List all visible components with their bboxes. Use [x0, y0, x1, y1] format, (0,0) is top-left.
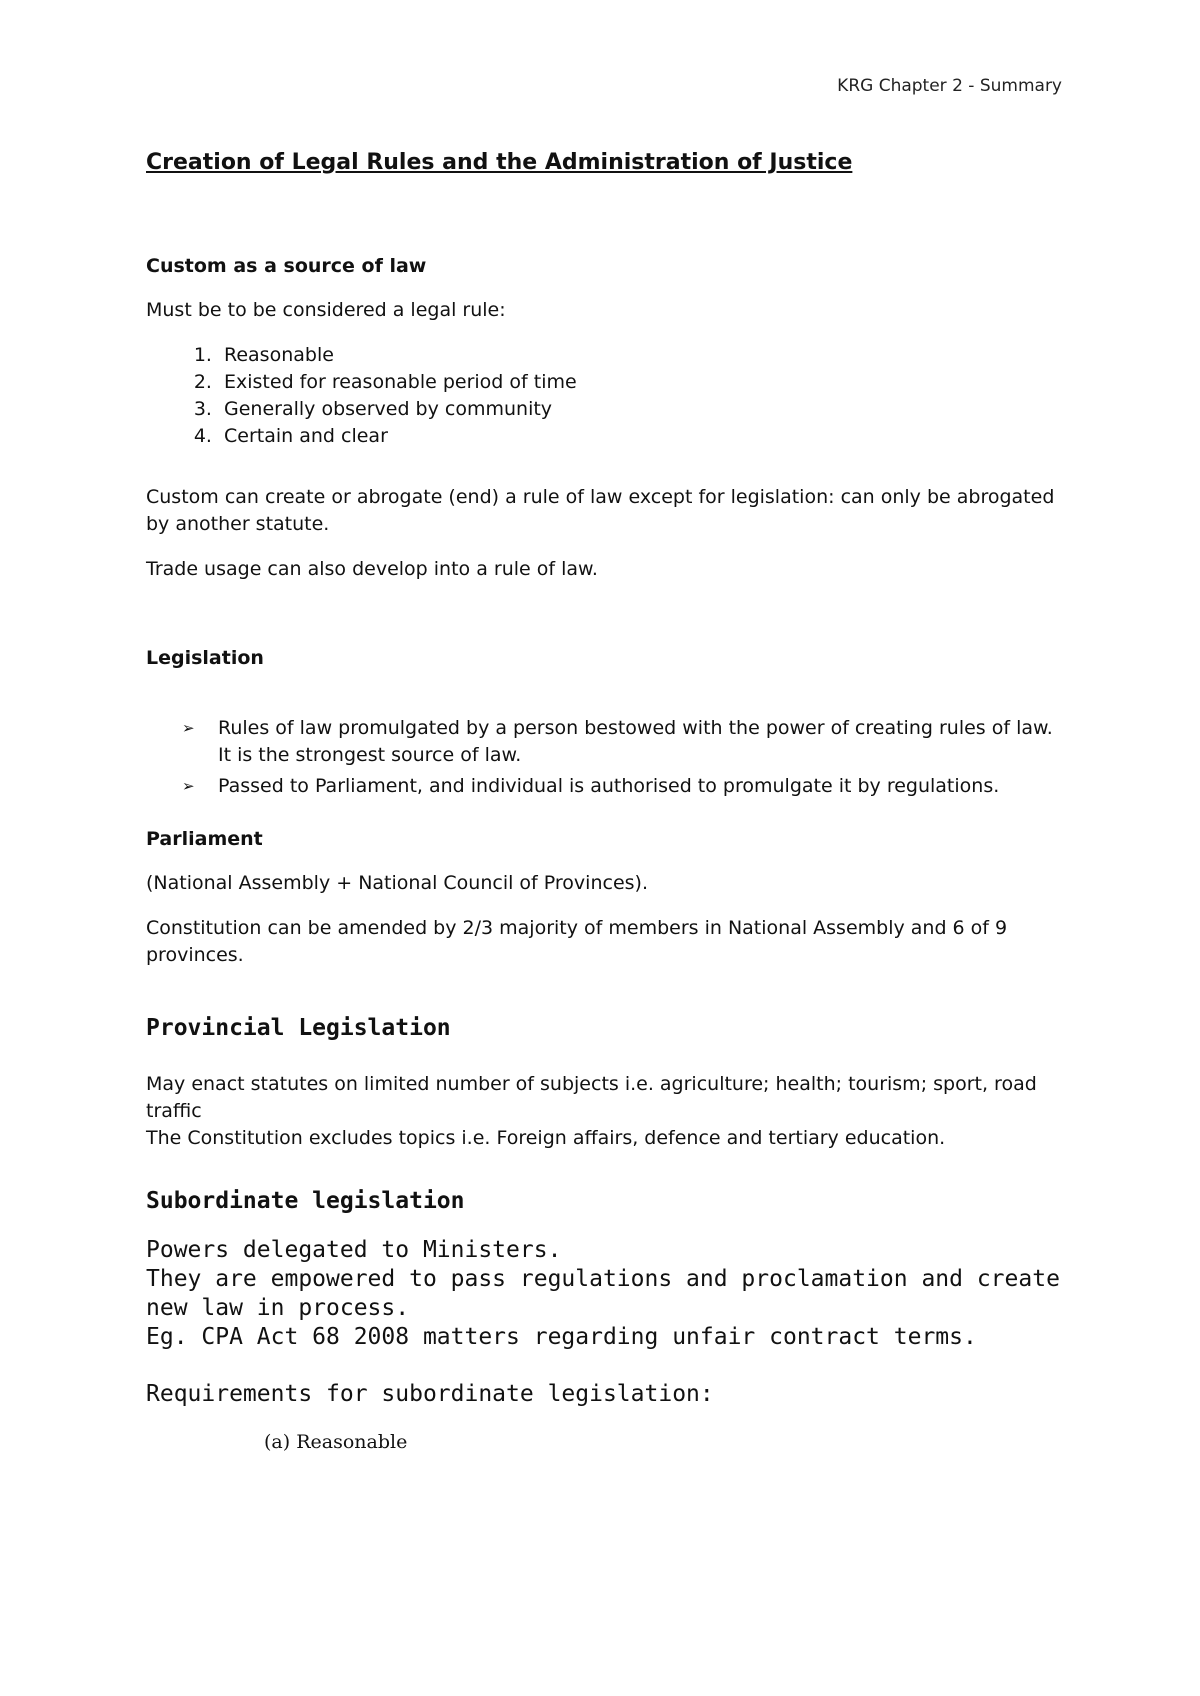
custom-heading: Custom as a source of law — [146, 255, 427, 277]
requirement-marker: (a) — [264, 1431, 291, 1453]
legislation-heading: Legislation — [146, 647, 264, 669]
custom-paragraph-1: Custom can create or abrogate (end) a rule of law except for legislation: can only be abrogated by another statute. — [146, 486, 1055, 535]
parliament-paragraph-2: Constitution can be amended by 2/3 majority of members in National Assembly and 6 of 9 provinces. — [146, 917, 1008, 966]
list-item-text: Passed to Parliament, and individual is authorised to promulgate it by regulations. — [218, 775, 1000, 797]
subordinate-line-1: Powers delegated to Ministers. — [146, 1237, 562, 1263]
parliament-heading: Parliament — [146, 828, 263, 850]
list-item: 1. Reasonable — [218, 342, 1066, 369]
list-item-text: Rules of law promulgated by a person bestowed with the power of creating rules of law. It is the strongest source of law. — [218, 717, 1053, 766]
requirement-item-a — [264, 1431, 1066, 1453]
list-item — [146, 773, 1066, 800]
subordinate-line-3: Eg. CPA Act 68 2008 matters regarding unfair contract terms. — [146, 1324, 977, 1350]
list-item: 2. Existed for reasonable period of time — [218, 369, 1066, 396]
subordinate-line-2: They are empowered to pass regulations and proclamation and create new law in process. — [146, 1266, 1060, 1321]
subordinate-heading: Subordinate legislation — [146, 1188, 465, 1214]
document-body — [146, 150, 1066, 1453]
requirements-heading: Requirements for subordinate legislation: — [146, 1381, 714, 1407]
arrowhead-bullet-icon: ➢ — [182, 777, 195, 795]
custom-paragraph-2: Trade usage can also develop into a rule of law. — [146, 558, 598, 580]
list-item — [146, 715, 1066, 769]
list-item: 3. Generally observed by community — [218, 396, 1066, 423]
parliament-paragraph-1: (National Assembly + National Council of Provinces). — [146, 872, 648, 894]
legislation-list — [146, 715, 1066, 800]
list-item: 4. Certain and clear — [218, 423, 1066, 450]
running-header: KRG Chapter 2 - Summary — [837, 76, 1062, 96]
document-title: Creation of Legal Rules and the Administration of Justice — [146, 150, 853, 175]
custom-intro: Must be to be considered a legal rule: — [146, 299, 506, 321]
requirement-text: Reasonable — [296, 1431, 408, 1453]
provincial-paragraph-2: The Constitution excludes topics i.e. Foreign affairs, defence and tertiary education. — [146, 1127, 946, 1149]
arrowhead-bullet-icon: ➢ — [182, 719, 195, 737]
provincial-heading: Provincial Legislation — [146, 1015, 451, 1041]
provincial-paragraph-1: May enact statutes on limited number of subjects i.e. agriculture; health; tourism; sport, road traffic — [146, 1073, 1037, 1122]
custom-requirements-list — [146, 342, 1066, 450]
